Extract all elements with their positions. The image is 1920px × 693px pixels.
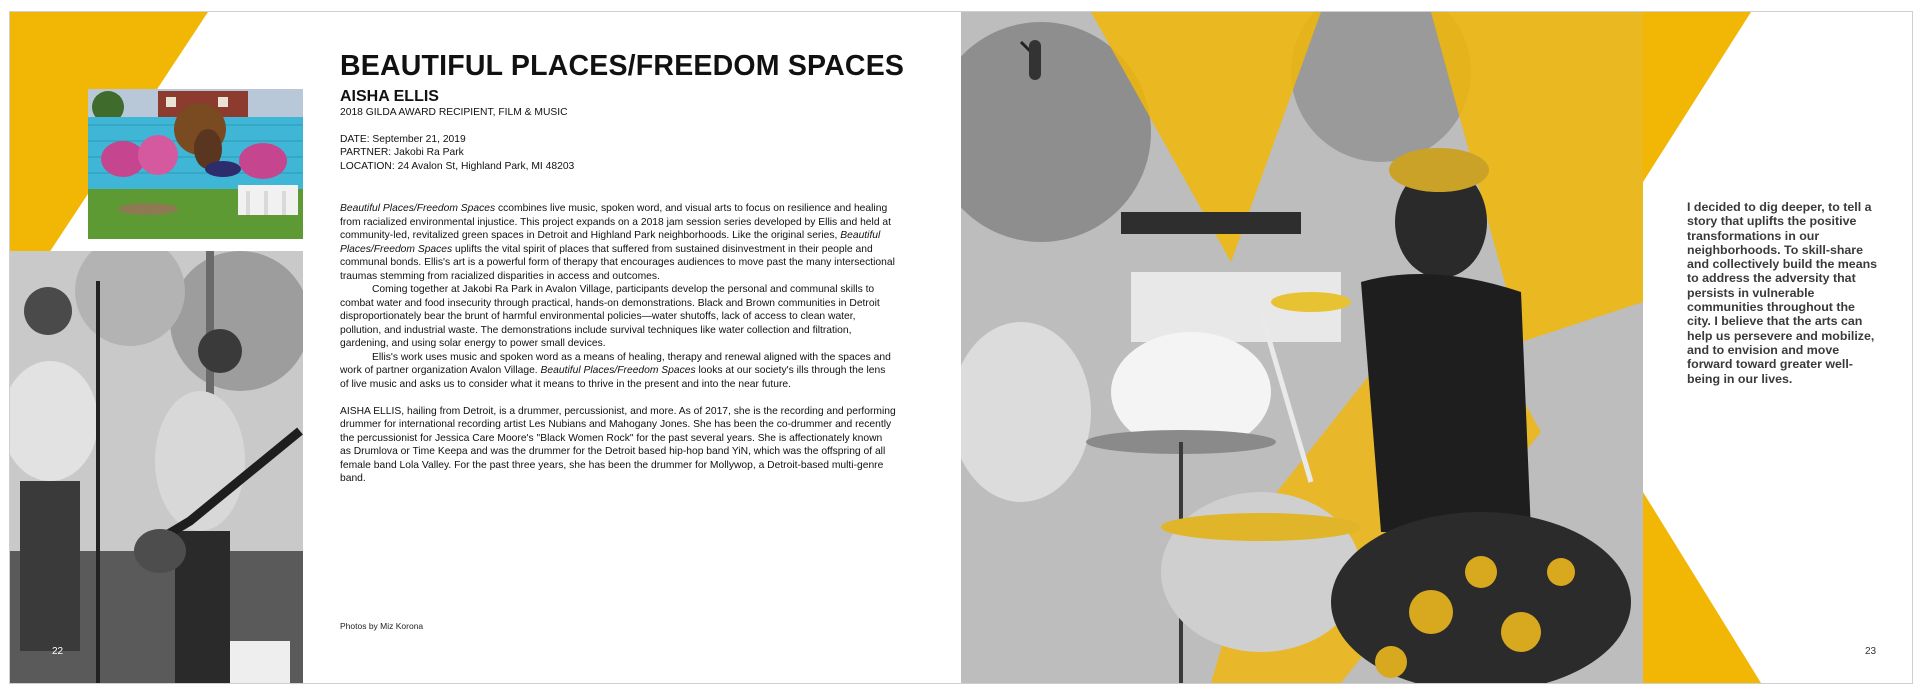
right-page [961, 12, 1912, 683]
body-text [340, 202, 896, 486]
left-page [10, 12, 961, 683]
mural-photo [88, 89, 303, 239]
paragraph-1-text-b: uplifts the vital spirit of places that suffered from sustained disinvestment in their people and communal bonds. Ellis's art is a powerful form of therapy that encourages audiences to move past the many intersectional traumas stemming from racialized disparities in access and outcomes. [340, 243, 895, 282]
drummer-photo [961, 12, 1643, 683]
paragraph-3 [340, 351, 896, 392]
photo-credit: Photos by Miz Korona [340, 621, 424, 631]
pull-quote: I decided to dig deeper, to tell a story that uplifts the positive transformations in our neighborhoods. To skill-share and collectively build the means to address the adversity that persists in vulnerable communities throughout the city. I believe that the arts can help us persevere and mobilize, and to envision and move forward toward greater well-being in our lives. [1687, 200, 1878, 386]
event-details [340, 133, 574, 173]
book-spread [9, 11, 1913, 684]
artist-name: AISHA ELLIS [340, 88, 439, 105]
paragraph-1 [340, 202, 896, 283]
page-number-left: 22 [52, 646, 64, 657]
paragraph-3-text-b: looks at our society's ills through the lens of live music and asks us to consider what it means to thrive in the present and into the near future. [340, 365, 886, 390]
award-line: 2018 GILDA AWARD RECIPIENT, FILM & MUSIC [340, 107, 568, 118]
event-location: LOCATION: 24 Avalon St, Highland Park, MI 48203 [340, 160, 575, 172]
musicians-photo [10, 251, 303, 683]
paragraph-1-text-a: ccombines live music, spoken word, and visual arts to focus on resilience and healing from racialized environmental injustice. This project expands on a 2018 jam session series developed by Ellis and held at community-led, revitalized green spaces in Detroit and Highland Park neighborhoods. Like the original series, [340, 203, 891, 241]
page-number-right: 23 [1865, 646, 1877, 657]
project-title-italic: Beautiful Places/Freedom Spaces [340, 203, 496, 214]
project-title-italic: Beautiful Places/Freedom Spaces [340, 230, 881, 255]
page-title: BEAUTIFUL PLACES/FREEDOM SPACES [340, 50, 905, 82]
project-title-italic: Beautiful Places/Freedom Spaces [540, 365, 696, 376]
paragraph-3-text-a: Ellis's work uses music and spoken word as a means of healing, therapy and renewal aligned with the spaces and work of partner organization Avalon Village. [340, 351, 891, 376]
artist-bio: AISHA ELLIS, hailing from Detroit, is a drummer, percussionist, and more. As of 2017, she is the recording and performing drummer for international recording artist Les Nubians and Mahogany Jones. She has been the co-drummer and recently the percussionist for Jessica Care Moore's "Black Women Rock" for the past several years. She is affectionately known as Drumlova or Time Keepa and was the drummer for the Detroit based hip-hop band YiN, which was the offspring of all female band Lola Valley. For the past three years, she has been the drummer for Mollywop, a Detroit-based multi-genre band. [340, 405, 896, 484]
event-partner: PARTNER: Jakobi Ra Park [340, 147, 464, 159]
event-date: DATE: September 21, 2019 [340, 134, 466, 145]
paragraph-2: Coming together at Jakobi Ra Park in Avalon Village, participants develop the personal and communal skills to combat water and food insecurity through practical, hands-on demonstrations. Black and Brown communities in Detroit disproportionately bear the brunt of harmful environmental policies—water shutoffs, lack of access to clean water, pollution, and industrial waste. The demonstrations include survival techniques like water collection and filtration, gardening, and using solar energy to power small devices. [340, 284, 880, 349]
